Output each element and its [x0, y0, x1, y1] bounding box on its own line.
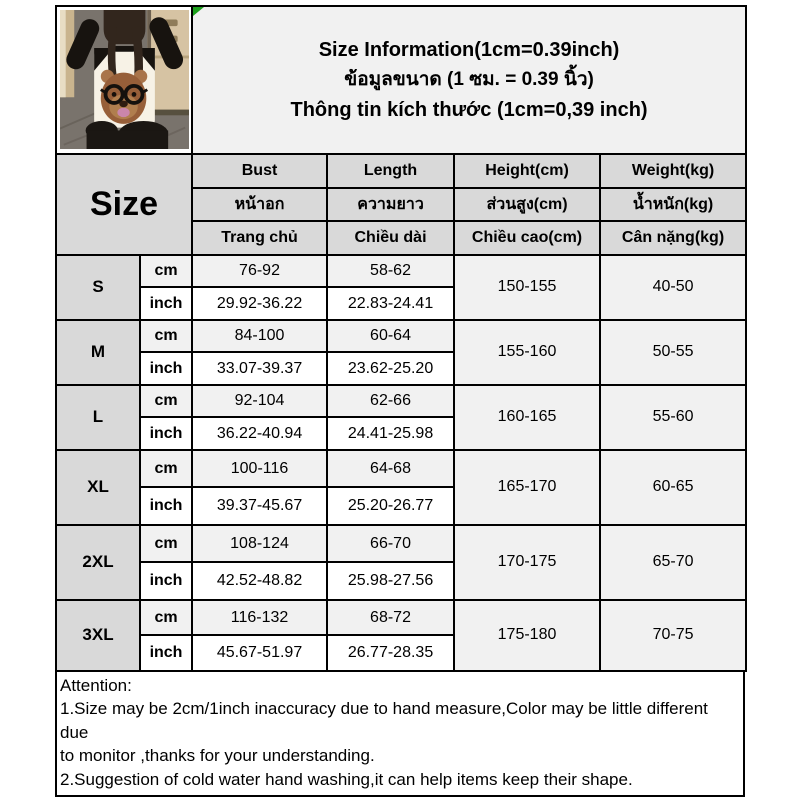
unit-label-cm: cm: [140, 255, 192, 288]
unit-label-inch: inch: [140, 287, 192, 320]
size-row-label: M: [56, 320, 140, 385]
bust-cm-value: 108-124: [192, 525, 327, 563]
attention-line: to monitor ,thanks for your understanding.: [60, 746, 375, 766]
length-inch-value: 26.77-28.35: [327, 635, 454, 671]
bear-tongue: [117, 108, 129, 117]
length-cm-value: 60-64: [327, 320, 454, 353]
unit-label-cm: cm: [140, 525, 192, 563]
bust-cm-value: 100-116: [192, 450, 327, 488]
col-header-length-th: ความยาว: [327, 188, 454, 222]
table-row: [56, 600, 746, 636]
unit-label-inch: inch: [140, 417, 192, 450]
weight-value: 65-70: [600, 525, 746, 600]
bust-inch-value: 36.22-40.94: [192, 417, 327, 450]
col-header-weight-th: น้ำหนัก(kg): [600, 188, 746, 222]
col-header-height: Height(cm): [454, 154, 600, 188]
length-inch-value: 25.98-27.56: [327, 562, 454, 600]
length-inch-value: 23.62-25.20: [327, 352, 454, 385]
size-row-label: S: [56, 255, 140, 320]
size-chart-sheet: [55, 5, 745, 797]
unit-label-cm: cm: [140, 320, 192, 353]
table-row: [56, 385, 746, 418]
col-header-bust-th: หน้าอก: [192, 188, 327, 222]
bust-cm-value: 92-104: [192, 385, 327, 418]
table-row: [56, 255, 746, 288]
attention-note: [55, 670, 745, 797]
length-inch-value: 25.20-26.77: [327, 487, 454, 525]
height-value: 150-155: [454, 255, 600, 320]
height-value: 175-180: [454, 600, 600, 671]
length-cm-value: 62-66: [327, 385, 454, 418]
col-header-weight-vi: Cân nặng(kg): [600, 221, 746, 255]
col-header-length: Length: [327, 154, 454, 188]
product-photo: [60, 10, 189, 149]
bust-cm-value: 84-100: [192, 320, 327, 353]
bust-inch-value: 29.92-36.22: [192, 287, 327, 320]
title-vi: Thông tin kích thước (1cm=0,39 inch): [290, 99, 648, 122]
col-header-bust: Bust: [192, 154, 327, 188]
attention-line: 1.Size may be 2cm/1inch inaccuracy due to hand measure,Color may be little different due: [60, 699, 708, 742]
table-row: [56, 320, 746, 353]
attention-line: 2.Suggestion of cold water hand washing,it can help items keep their shape.: [60, 769, 633, 789]
bust-inch-value: 39.37-45.67: [192, 487, 327, 525]
bust-cm-value: 116-132: [192, 600, 327, 636]
weight-value: 70-75: [600, 600, 746, 671]
bust-cm-value: 76-92: [192, 255, 327, 288]
length-cm-value: 68-72: [327, 600, 454, 636]
size-table: [55, 5, 747, 672]
title-cell: [192, 6, 746, 154]
weight-value: 40-50: [600, 255, 746, 320]
title-th: ข้อมูลขนาด (1 ซม. = 0.39 นิ้ว): [344, 69, 594, 91]
header-row-en: [56, 154, 746, 188]
collar: [113, 46, 136, 52]
length-cm-value: 66-70: [327, 525, 454, 563]
bust-inch-value: 45.67-51.97: [192, 635, 327, 671]
title-en: Size Information(1cm=0.39inch): [318, 39, 620, 62]
unit-label-inch: inch: [140, 487, 192, 525]
table-row: [56, 450, 746, 488]
col-header-height-vi: Chiều cao(cm): [454, 221, 600, 255]
product-photo-cell: [56, 6, 192, 154]
unit-label-inch: inch: [140, 352, 192, 385]
height-value: 170-175: [454, 525, 600, 600]
size-row-label: 2XL: [56, 525, 140, 600]
table-row: [56, 6, 746, 154]
col-header-height-th: ส่วนสูง(cm): [454, 188, 600, 222]
weight-value: 55-60: [600, 385, 746, 450]
height-value: 165-170: [454, 450, 600, 525]
weight-value: 50-55: [600, 320, 746, 385]
size-row-label: L: [56, 385, 140, 450]
length-cm-value: 64-68: [327, 450, 454, 488]
col-header-length-vi: Chiều dài: [327, 221, 454, 255]
col-header-bust-vi: Trang chủ: [192, 221, 327, 255]
length-inch-value: 22.83-24.41: [327, 287, 454, 320]
height-value: 155-160: [454, 320, 600, 385]
bust-inch-value: 33.07-39.37: [192, 352, 327, 385]
length-cm-value: 58-62: [327, 255, 454, 288]
height-value: 160-165: [454, 385, 600, 450]
size-row-label: XL: [56, 450, 140, 525]
table-row: [56, 525, 746, 563]
unit-label-inch: inch: [140, 562, 192, 600]
unit-label-cm: cm: [140, 600, 192, 636]
bust-inch-value: 42.52-48.82: [192, 562, 327, 600]
unit-label-cm: cm: [140, 385, 192, 418]
weight-value: 60-65: [600, 450, 746, 525]
unit-label-cm: cm: [140, 450, 192, 488]
col-header-weight: Weight(kg): [600, 154, 746, 188]
attention-heading: Attention:: [60, 675, 132, 695]
pants: [86, 121, 169, 149]
cell-corner-marker-icon: [193, 7, 204, 16]
unit-label-inch: inch: [140, 635, 192, 671]
size-header: Size: [56, 154, 192, 255]
length-inch-value: 24.41-25.98: [327, 417, 454, 450]
size-row-label: 3XL: [56, 600, 140, 671]
